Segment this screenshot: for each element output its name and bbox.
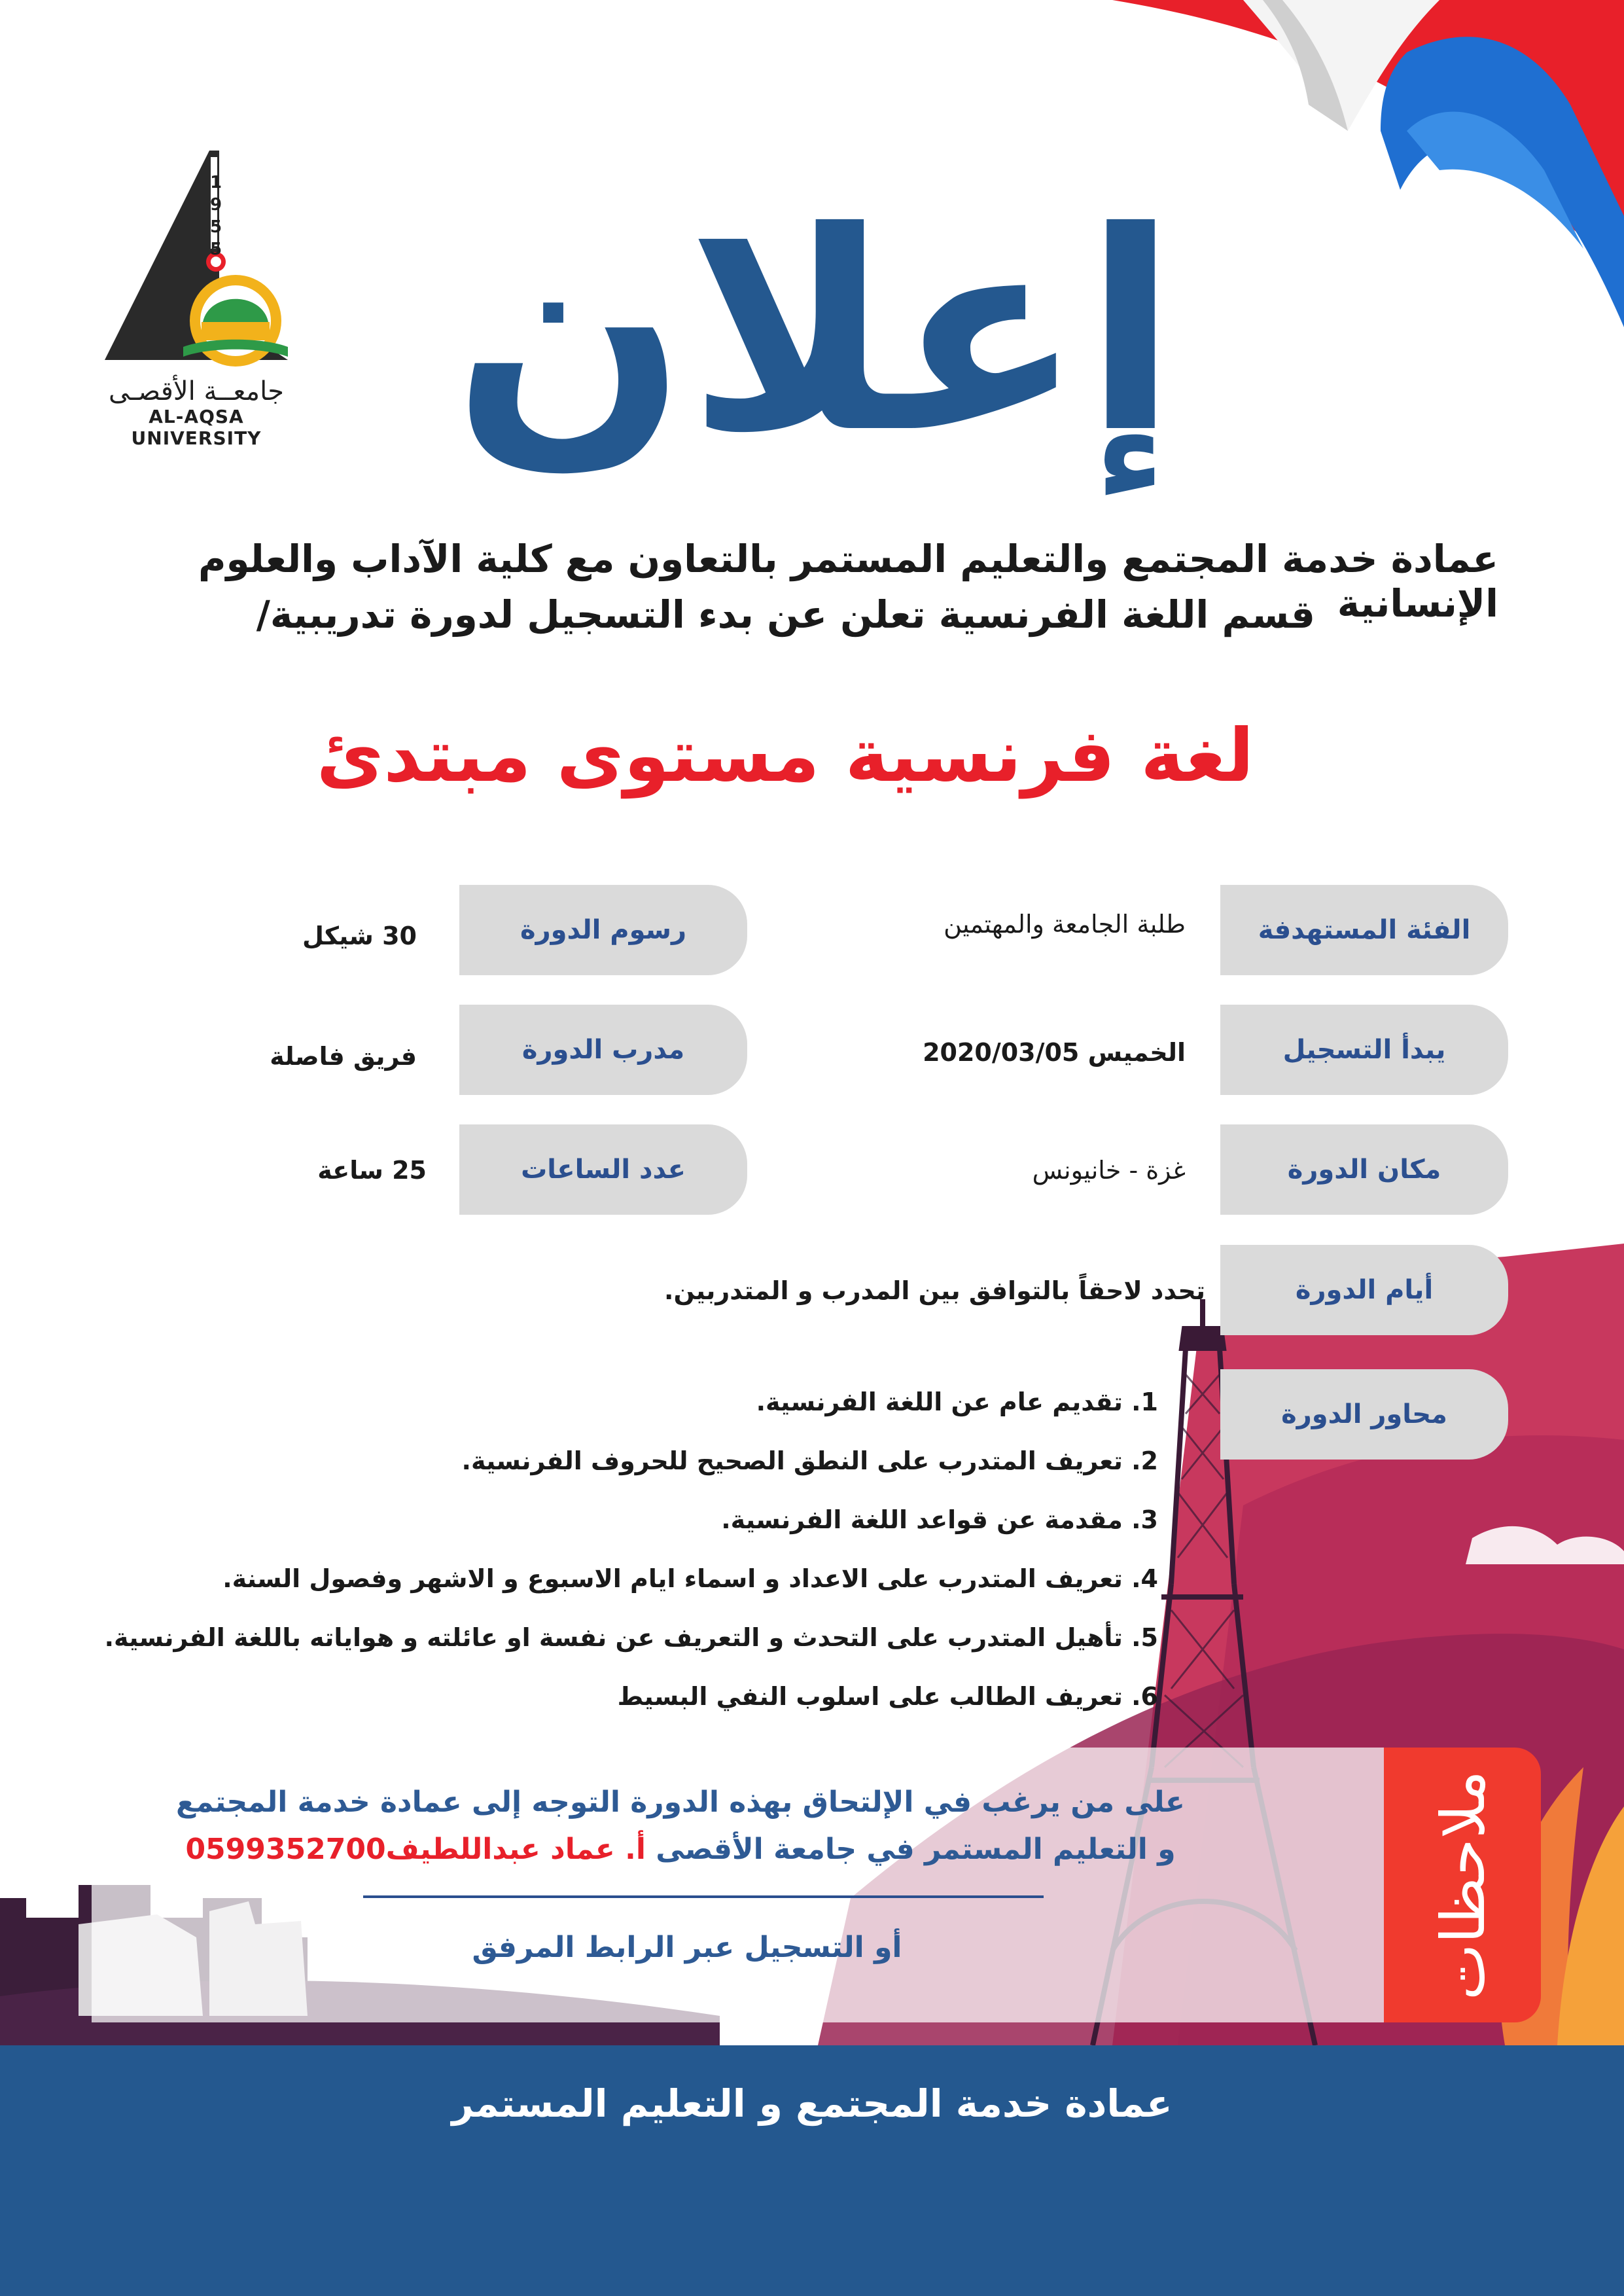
registration-start-value: الخميس 2020/03/05	[923, 1038, 1186, 1067]
hours-label: عدد الساعات	[459, 1124, 747, 1215]
topic-item: 3. مقدمة عن قواعد اللغة الفرنسية.	[721, 1505, 1158, 1534]
course-fee-label: رسوم الدورة	[459, 885, 747, 975]
topic-item: 1. تقديم عام عن اللغة الفرنسية.	[756, 1388, 1158, 1416]
contact-phone: 0599352700	[185, 1833, 386, 1866]
course-title: لغة فرنسية مستوى مبتدئ	[316, 713, 1254, 798]
target-audience-value: طلبة الجامعة والمهتمين	[944, 910, 1186, 939]
trainer-value: فريق فاصلة	[270, 1042, 417, 1071]
footer-text: عمادة خدمة المجتمع و التعليم المستمر	[451, 2081, 1173, 2126]
logo-year-digit: 5	[209, 217, 222, 237]
registration-start-label: يبدأ التسجيل	[1220, 1005, 1508, 1095]
topic-item: 4. تعريف المتدرب على الاعداد و اسماء ايام الاسبوع و الاشهر وفصول السنة.	[222, 1564, 1158, 1593]
topic-item: 5. تأهيل المتدرب على التحدث و التعريف عن نفسة او عائلته و هواياته باللغة الفرنسية.	[104, 1623, 1158, 1652]
intro-line-1: عمادة خدمة المجتمع والتعليم المستمر بالتعاون مع كلية الآداب والعلوم الإنسانية	[198, 537, 1498, 626]
location-label: مكان الدورة	[1220, 1124, 1508, 1215]
topic-item: 6. تعريف الطالب على اسلوب النفي البسيط	[617, 1682, 1158, 1711]
registration-link-note[interactable]: أو التسجيل عبر الرابط المرفق	[472, 1931, 902, 1964]
notes-divider	[363, 1895, 1044, 1898]
course-days-value: تحدد لاحقاً بالتوافق بين المدرب و المتدربين.	[664, 1276, 1205, 1305]
logo-year-digit: 5	[209, 240, 222, 259]
logo-name-arabic: جامعــة الأقصـى	[108, 376, 285, 406]
topic-item: 2. تعريف المتدرب على النطق الصحيح للحروف الفرنسية.	[461, 1446, 1158, 1475]
hours-value: 25 ساعة	[317, 1156, 427, 1185]
notes-label: ملاحظات	[1428, 1770, 1499, 2000]
announcement-title: إعلان	[452, 173, 1178, 493]
logo-year-digit: 1	[209, 173, 222, 192]
course-topics-label: محاور الدورة	[1220, 1369, 1508, 1460]
notes-line-1: على من يرغب في الإلتحاق بهذه الدورة التوجه إلى عمادة خدمة المجتمع	[176, 1785, 1185, 1819]
contact-name: أ. عماد عبداللطيف	[385, 1833, 646, 1866]
location-value: غزة - خانيونس	[1032, 1156, 1186, 1185]
course-fee-value: 30 شيكل	[302, 922, 417, 950]
logo-name-english: AL-AQSA UNIVERSITY	[131, 406, 262, 449]
course-days-label: أيام الدورة	[1220, 1245, 1508, 1335]
notes-line-2	[157, 1833, 1204, 1866]
target-audience-label: الفئة المستهدفة	[1220, 885, 1508, 975]
notes-line-2-text: و التعليم المستمر في جامعة الأقصى	[645, 1833, 1176, 1866]
intro-line-2: قسم اللغة الفرنسية تعلن عن بدء التسجيل لدورة تدريبية/	[256, 592, 1315, 637]
trainer-label: مدرب الدورة	[459, 1005, 747, 1095]
logo-year-digit: 9	[209, 195, 222, 215]
